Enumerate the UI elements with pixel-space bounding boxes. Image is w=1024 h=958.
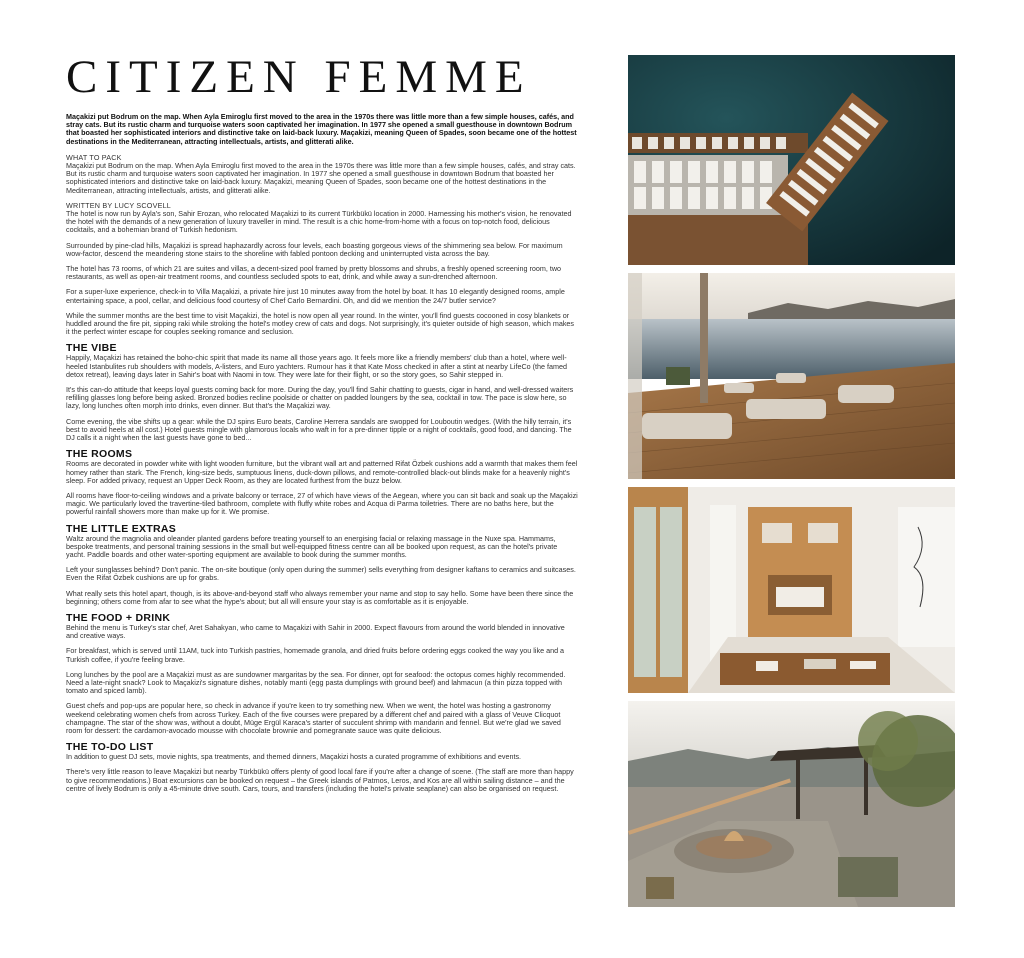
extras-paragraph: Waltz around the magnolia and oleander planted gardens before treating yourself to an energising facial or relaxing massage in the Nuxe spa. Hammams, bespoke treatments, and personal training sessions in the small but well-equipped fitness centre can all be booked upon request, as can the hotel's private yacht. Paddle boards and other water-sporting equipment are available to book during the summer months. <box>66 533 558 559</box>
todo-paragraph: In addition to guest DJ sets, movie nights, spa treatments, and themed dinners, Maçakizi hosts a curated programme of exhibitions and events. <box>66 752 522 762</box>
extras-paragraph: Left your sunglasses behind? Don't panic. The on-site boutique (only open during the summer) sells everything from designer kaftans to ceramics and suitcases. Even the Rifat Özbek cushions are up for grabs. <box>66 565 576 583</box>
fire-pit-terrace-photo <box>628 701 955 907</box>
food-paragraph: For breakfast, which is served until 11AM, tuck into Turkish pastries, homemade granola, and dried fruits before ordering eggs cooked the way you like and a Turkish coffee, if you're feeling brave. <box>66 646 565 664</box>
room-interior-photo <box>628 487 955 693</box>
intro-paragraph: For a super-luxe experience, check-in to Villa Maçakizi, a private hire just 10 minutes away from the hotel by boat. It has 10 elegantly designed rooms, ample entertaining space, a pool, cellar, and delicious food courtesy of Chef Carlo Bernardini. Oh, and did we mention the 24/7 butler service? <box>66 287 565 305</box>
byline: WRITTEN BY LUCY SCOVELL <box>66 200 171 210</box>
what-to-pack-text: Maçakizi put Bodrum on the map. When Ayla Emiroglu first moved to the area in the 1970s there was little more than a few simple houses, cafés, and stray cats. But its rustic charm and turquoise waters soon captivated her imagination. In 1977 she opened a small guesthouse in downtown Bodrum that boasted her sophisticated interiors and distinctive take on laid-back luxury. Maçakizi, meaning Queen of Spades, soon became one of the hottest destinations in the Mediterranean, attracting intellectuals, artists, and glitterati alike. <box>66 161 576 195</box>
sunset-deck-photo <box>628 273 955 479</box>
vibe-paragraph: Come evening, the vibe shifts up a gear: while the DJ spins Euro beats, Caroline Herrera sandals are swopped for Louboutin wedges. (With the hilly terrain, it's best to avoid heels at all cost.) Hotel guests mingle with glamorous locals who waft in for a pre-dinner tipple or a night of cocktails, good food, and dancing. The DJ calls it a night when the last guests have gone to bed... <box>66 416 572 443</box>
intro-paragraph: Surrounded by pine-clad hills, Maçakizi is spread haphazardly across four levels, each boasting gorgeous views of the shimmering sea below. For maximum wow-factor, descend the meandering stone stairs to the shoreline with fabled pontoon decking and uninterrupted vista across the bay. <box>66 240 563 258</box>
section-heading-rooms: THE ROOMS <box>66 448 133 461</box>
rooms-paragraph: Rooms are decorated in powder white with light wooden furniture, but the vibrant wall art and patterned Rifat Özbek cushions add a warmth that makes them feel homey rather than stark. The French, king-size beds, sumptuous linens, duck-down pillows, and remote-controlled black-out blinds make for a heavenly night's sleep. For added privacy, request an Upper Deck Room, as they are located furthest from the buzz below. <box>66 459 578 485</box>
section-heading-food: THE FOOD + DRINK <box>66 611 171 624</box>
aerial-pontoon-photo <box>628 55 955 265</box>
food-paragraph: Long lunches by the pool are a Maçakizi must as are sundowner margaritas by the sea. For dinner, opt for seafood: the octopus comes highly recommended. Need a late-night snack? Look to Maçakizi's signature dishes, notably manti (egg pasta dumplings with ground beef) and lahmacun (a thin pizza topped with tomato and spiced lamb). <box>66 669 566 696</box>
vibe-paragraph: Happily, Maçakizi has retained the boho-chic spirit that made its name all those years ago. It feels more like a friendly members' club than a hotel, where well-heeled Istanbulites rub shoulders with models, A-listers, and Euro yachters. Rumour has it that Kate Moss checked in after a stint at nearby LifeCo (the famed detox retreat), leaving days later in Sahir's boat with Naomi in tow. They were late for their flight, or so the story goes, so Sahir stepped in. <box>66 353 567 379</box>
extras-paragraph: What really sets this hotel apart, though, is its above-and-beyond staff who always remember your name and stop to say hello. Some have been there since the beginning; others come from afar to see what the hype's about; but all will ensure your stay is as comfortable as it is enjoyable. <box>66 588 574 606</box>
article-body <box>66 113 578 923</box>
section-heading-vibe: THE VIBE <box>66 342 117 355</box>
todo-paragraph: There's very little reason to leave Maçakizi but nearby Türkbükü offers plenty of good local fare if you're after a change of scene. (The staff are more than happy to give recommendations.) Boat excursions can be booked on request – the Greek islands of Patmos, Leros, and Kos are all within sailing distance – and the centre of lively Bodrum is only a 45-minute drive south. Cars, tours, and transfers (including the hotel's private seaplane) can also be organised on request. <box>66 767 574 793</box>
rooms-paragraph: All rooms have floor-to-ceiling windows and a private balcony or terrace, 27 of which have views of the Aegean, where you can sit back and soak up the Maçakizi magic. We particularly loved the travertine-tiled bathroom, complete with fluffy white robes and Acqua di Parma toiletries. There are no baths here, but the powerful rainfall showers more than make up for it. We promise. <box>66 490 578 517</box>
food-paragraph: Guest chefs and pop-ups are popular here, so check in advance if you're keen to try something new. When we went, the hotel was hosting a gastronomy weekend celebrating women chefs from across Turkey. Each of the five courses were prepared by a different chef and paired with a glass of Veuve Clicquot champagne. The star of the show was, without a doubt, Müge Ergül Karaca's starter of succulent shrimp with mandarin and fennel. But we're glad we saved room for dessert: the cardamon-avocado mousse with chocolate brownie and pomegranate sauce was quite delicious. <box>66 701 561 735</box>
masthead-logo: CITIZEN FEMME <box>66 51 532 103</box>
food-paragraph: Behind the menu is Turkey's star chef, Aret Sahakyan, who came to Maçakizi with Sahir in 2000. Expect flavours from around the world blended in innovative and creative ways. <box>66 622 565 641</box>
vibe-paragraph: It's this can-do attitude that keeps loyal guests coming back for more. During the day, you'll find Sahir chatting to guests, cigar in hand, and well-dressed waiters refilling glasses long before being asked. Bronzed bodies recline poolside or chatter on padded loungers by the sea, cocktail in tow. The pace is slow here, so lazy, long lunches often morph into drinks, even dinner. But that's the Maçakizi way. <box>66 385 574 411</box>
section-heading-todo: THE TO-DO LIST <box>66 741 154 754</box>
intro-paragraph: The hotel is now run by Ayla's son, Sahir Erozan, who relocated Maçakizi to its current Türkbükü location in 2000. Harnessing his mother's vision, he renovated the hotel with the demands of a new generation of luxury traveller in mind. The result is a chic home-from-home with a focus on top-notch food, delicious cocktails, and a bohemian brand of Turkish hedonism. <box>66 209 572 235</box>
intro-paragraph: While the summer months are the best time to visit Maçakizi, the hotel is now open all year round. In the winter, you'll find guests cocooned in cosy blankets or huddled around the fire pit, sipping raki while stroking the hotel's motley crew of cats and dogs. Not surprisingly, it's quieter outside of high season, which makes it the perfect winter escape for couples seeking romance and seclusion. <box>66 310 574 337</box>
intro-paragraph: The hotel has 73 rooms, of which 21 are suites and villas, a decent-sized pool framed by pretty blossoms and shrubs, a freshly opened screening room, two restaurants, as well as open-air treatment rooms, and countless secluded spots to eat, drink, and while away a sun-drenched afternoon. <box>66 264 562 282</box>
section-heading-extras: THE LITTLE EXTRAS <box>66 522 177 535</box>
article-lede: Maçakizi put Bodrum on the map. When Ayla Emiroglu first moved to the area in the 1970s there was little more than a few simple houses, cafés, and stray cats. But its rustic charm and turquoise waters soon captivated her imagination. In 1977 she opened a small guesthouse in downtown Bodrum that boasted her sophisticated interiors and distinctive take on laid-back luxury. Maçakizi, meaning Queen of Spades, soon became one of the hottest destinations in the Mediterranean, attracting intellectuals, artists, and glitterati alike. <box>66 113 577 146</box>
what-to-pack-label: WHAT TO PACK <box>66 152 122 162</box>
